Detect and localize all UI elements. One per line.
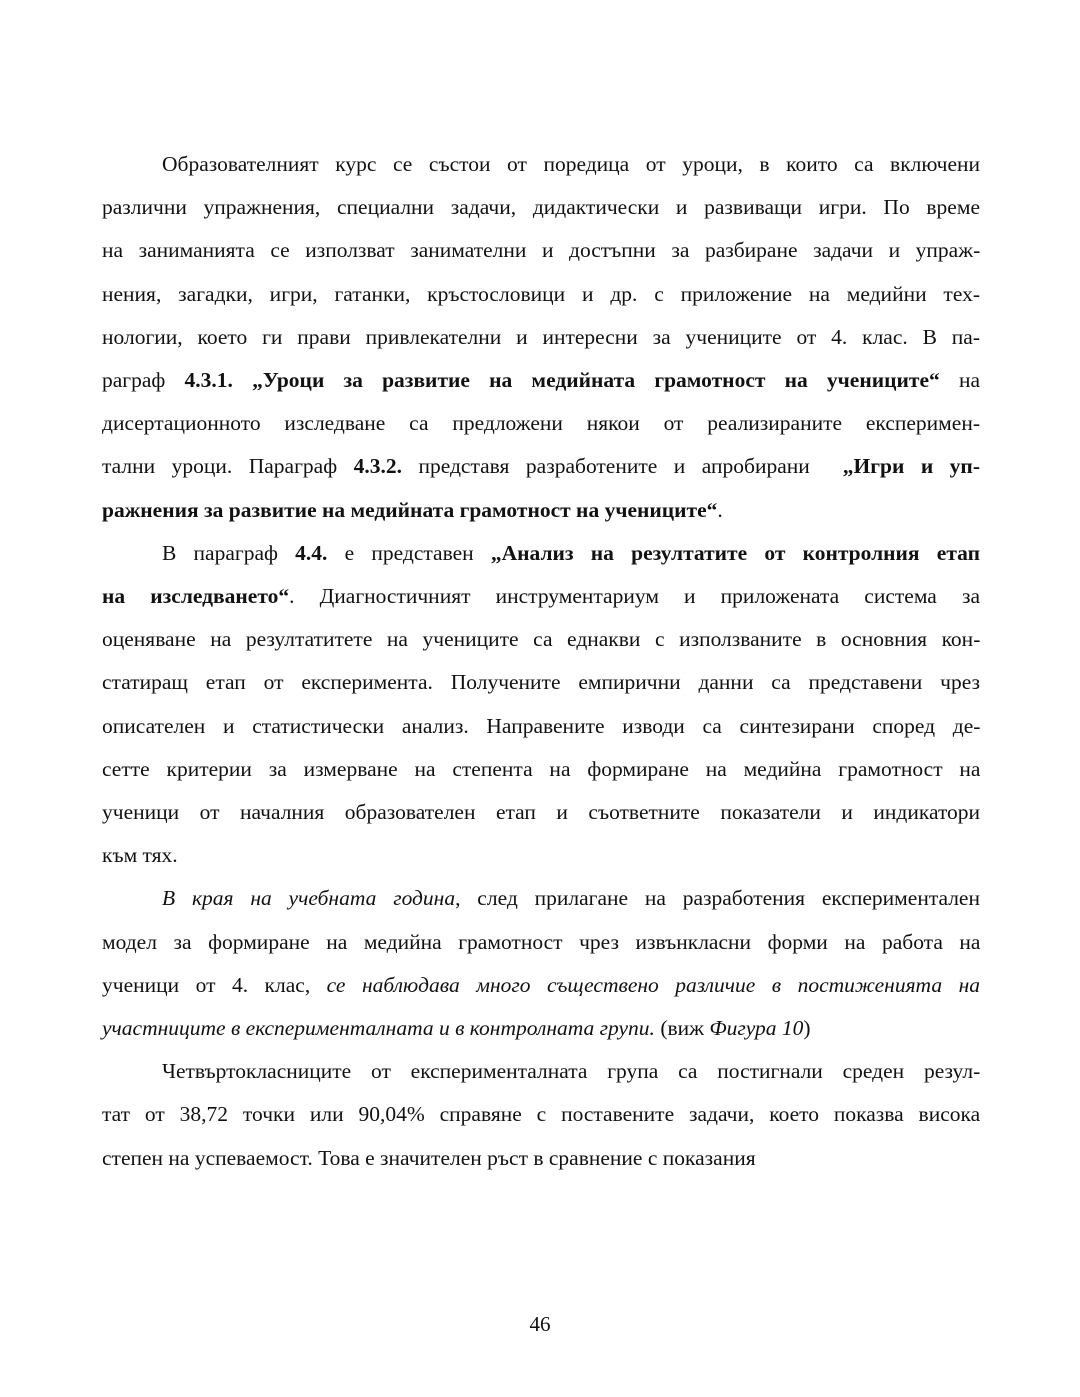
text-run: статиращ етап от експеримента. Получените емпирични данни са представени чрез [102, 670, 980, 695]
text-run: дисертационното изследване са предложени някои от реализираните експеримен- [102, 411, 980, 436]
text-run: ученици от 4. клас, [102, 972, 327, 997]
text-run: Четвъртокласниците от експерименталната група са постигнали среден резул- [162, 1059, 981, 1084]
bold-text: 4.4. [295, 540, 328, 565]
text-line [102, 402, 980, 445]
bold-text: на изследването“ [102, 584, 290, 609]
text-run: В параграф [162, 540, 296, 565]
text-line [102, 1007, 980, 1050]
document-body [102, 143, 980, 1180]
text-line [102, 489, 980, 532]
text-run: тат от 38,72 точки или 90,04% справяне с поставените задачи, което показва висока [102, 1102, 981, 1127]
text-run: описателен и статистически анализ. Направените изводи са синтезирани според де- [102, 713, 981, 738]
text-run: представя разработените и апробирани [402, 454, 843, 479]
paragraph [102, 532, 980, 878]
text-run: (виж [654, 1016, 710, 1041]
text-line [102, 575, 980, 618]
text-line [102, 661, 980, 704]
text-run: ученици от началния образователен етап и съответните показатели и индикатори [102, 800, 981, 825]
bold-text: 4.3.2. [353, 454, 402, 479]
italic-text: се наблюдава много съществено различие в постиженията на [326, 972, 980, 997]
text-run: . [717, 497, 723, 522]
text-line [102, 273, 980, 316]
text-line [102, 445, 980, 488]
text-line [102, 532, 980, 575]
text-line [102, 921, 980, 964]
text-run: сетте критерии за измерване на степента на формиране на медийна грамотност на [102, 756, 981, 781]
text-run: нения, загадки, игри, гатанки, кръстословици и др. с приложение на медийни тех- [102, 281, 980, 306]
paragraph [102, 1050, 980, 1180]
italic-text: В края на учебната година [162, 886, 456, 911]
bold-text: „Анализ на резултатите от контролния етап [490, 540, 980, 565]
text-line [102, 618, 980, 661]
text-run: тални уроци. Параграф [102, 454, 354, 479]
text-line [102, 834, 980, 877]
bold-text: ражнения за развитие на медийната грамотност на учениците“ [102, 497, 718, 522]
text-run: към тях. [102, 843, 178, 868]
text-run: на заниманията се използват занимателни и достъпни за разбиране задачи и упраж- [102, 238, 981, 263]
text-run: нологии, което ги прави привлекателни и интересни за учениците от 4. клас. В па- [102, 324, 980, 349]
text-run: ) [803, 1016, 811, 1041]
text-line [102, 705, 980, 748]
text-line [102, 1137, 980, 1180]
text-line [102, 359, 980, 402]
text-run: различни упражнения, специални задачи, дидактически и развиващи игри. По време [102, 195, 980, 220]
text-run: Образователният курс се състои от поредица от уроци, в които са включени [162, 152, 980, 176]
text-line [102, 964, 980, 1007]
italic-text: участниците в експерименталната и в контролната групи. [102, 1016, 655, 1041]
bold-text: 4.3.1. „Уроци за развитие на медийната грамотност на учениците“ [184, 368, 940, 393]
text-line [102, 1050, 980, 1093]
paragraph [102, 143, 980, 532]
bold-text: „Игри и уп- [842, 454, 980, 479]
text-run: раграф [102, 368, 185, 393]
text-run: е представен [327, 540, 491, 565]
text-run: модел за формиране на медийна грамотност чрез извънкласни форми на работа на [102, 929, 981, 954]
text-run: . Диагностичният инструментариум и приложената система за [289, 584, 980, 609]
text-run: , след прилагане на разработения експериментален [455, 886, 980, 911]
text-line [102, 186, 980, 229]
italic-text: Фигура 10 [709, 1016, 804, 1041]
text-line [102, 1093, 980, 1136]
text-line [102, 229, 980, 272]
text-line [102, 877, 980, 920]
text-line [102, 316, 980, 359]
text-line [102, 791, 980, 834]
text-line [102, 748, 980, 791]
text-line [102, 143, 980, 186]
text-run: степен на успеваемост. Това е значителен ръст в сравнение с показания [102, 1145, 756, 1170]
text-run: оценяване на резултатитете на учениците са еднакви с използваните в основния кон- [102, 627, 981, 652]
page-number: 46 [529, 1312, 551, 1336]
paragraph [102, 877, 980, 1050]
text-run: на [939, 368, 980, 393]
